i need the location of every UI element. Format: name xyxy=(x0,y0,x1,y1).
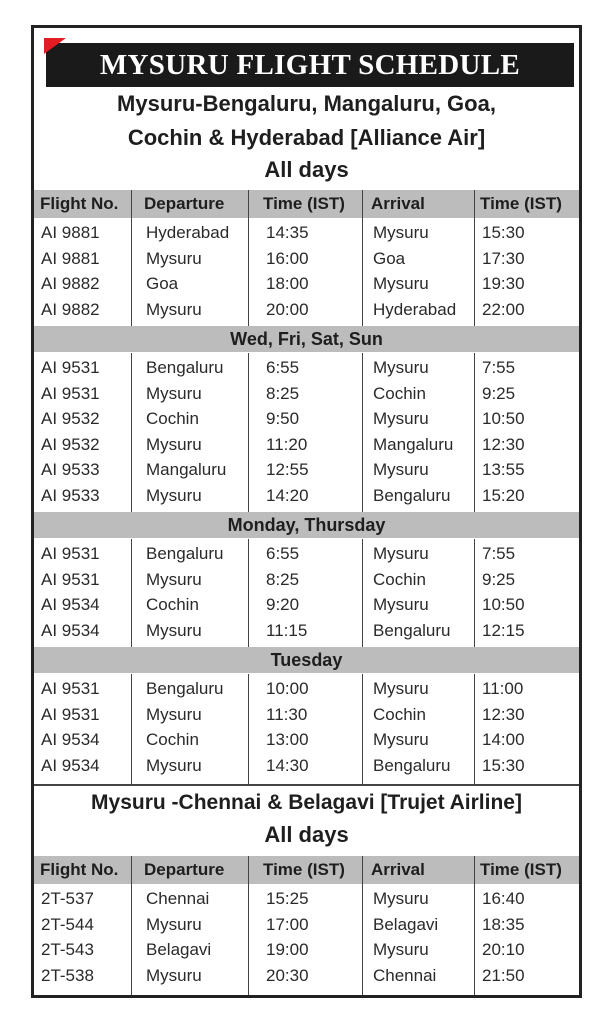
flight-number: AI 9534 xyxy=(41,620,100,640)
flight-number: AI 9882 xyxy=(41,274,100,293)
table-row xyxy=(34,272,579,298)
column-divider xyxy=(474,539,475,647)
departure-city: Mysuru xyxy=(146,299,202,319)
arrival-city: Mysuru xyxy=(373,409,429,428)
departure-city: Mysuru xyxy=(146,569,202,589)
arrival-city: Goa xyxy=(373,248,406,268)
departure-time: 9:20 xyxy=(266,595,300,614)
day-group-label: Wed, Fri, Sat, Sun xyxy=(34,326,579,352)
section-divider xyxy=(34,784,579,786)
table-row xyxy=(34,887,579,913)
flight-number: AI 9531 xyxy=(41,358,100,377)
column-divider xyxy=(131,218,132,326)
departure-city: Cochin xyxy=(146,595,199,614)
table-header-row xyxy=(34,856,579,884)
arrival-time: 12:30 xyxy=(482,434,525,454)
arrival-time: 12:15 xyxy=(482,620,525,640)
column-divider xyxy=(248,353,249,512)
table-row xyxy=(34,407,579,433)
departure-time: 20:30 xyxy=(266,965,309,985)
flight-number: AI 9534 xyxy=(41,595,100,614)
departure-time: 16:00 xyxy=(266,248,309,268)
arrival-city: Bengaluru xyxy=(373,755,451,775)
flight-number: AI 9534 xyxy=(41,755,100,775)
arrival-time: 7:55 xyxy=(482,358,516,377)
column-divider xyxy=(131,353,132,512)
arrival-time: 13:55 xyxy=(482,460,525,479)
departure-time: 11:20 xyxy=(266,434,308,454)
departure-time: 18:00 xyxy=(266,274,309,293)
arrival-time: 16:40 xyxy=(482,889,525,908)
flight-number: AI 9881 xyxy=(41,223,100,242)
departure-time: 20:00 xyxy=(266,299,309,319)
flight-number: AI 9531 xyxy=(41,569,100,589)
section1-heading-line1: Mysuru-Bengaluru, Mangaluru, Goa, xyxy=(117,91,496,116)
column-header: Departure xyxy=(144,860,225,879)
table-row xyxy=(34,382,579,408)
departure-time: 12:55 xyxy=(266,460,309,479)
table-row xyxy=(34,703,579,729)
section2-heading: Mysuru -Chennai & Belagavi [Trujet Airline] xyxy=(91,791,522,814)
column-divider xyxy=(248,539,249,647)
flight-number: AI 9532 xyxy=(41,409,100,428)
flight-number: AI 9533 xyxy=(41,460,100,479)
table-row xyxy=(34,754,579,780)
column-divider xyxy=(248,218,249,326)
departure-city: Mysuru xyxy=(146,755,202,775)
day-group-label: Tuesday xyxy=(34,647,579,673)
departure-city: Cochin xyxy=(146,730,199,749)
table-header-row xyxy=(34,190,579,218)
column-divider xyxy=(131,674,132,784)
departure-city: Mysuru xyxy=(146,248,202,268)
arrival-city: Mysuru xyxy=(373,889,429,908)
table-row xyxy=(34,964,579,990)
arrival-time: 12:30 xyxy=(482,704,525,724)
table-row xyxy=(34,221,579,247)
arrival-time: 15:30 xyxy=(482,223,525,242)
departure-time: 13:00 xyxy=(266,730,309,749)
flight-number: AI 9531 xyxy=(41,544,100,563)
section1-heading-line2: Cochin & Hyderabad [Alliance Air] xyxy=(127,125,486,150)
title-banner xyxy=(46,43,574,87)
table-row xyxy=(34,568,579,594)
red-corner-accent-icon xyxy=(44,38,66,54)
departure-city: Bengaluru xyxy=(146,544,224,563)
arrival-time: 20:10 xyxy=(482,940,525,959)
departure-city: Mysuru xyxy=(146,620,202,640)
column-header: Arrival xyxy=(371,194,425,213)
departure-city: Mangaluru xyxy=(146,460,227,479)
departure-time: 9:50 xyxy=(266,409,300,428)
column-header: Time (IST) xyxy=(480,194,562,213)
flight-number: 2T-544 xyxy=(41,914,94,934)
departure-city: Goa xyxy=(146,274,179,293)
flight-number: AI 9881 xyxy=(41,248,100,268)
departure-time: 14:30 xyxy=(266,755,309,775)
column-header: Flight No. xyxy=(40,194,119,213)
arrival-time: 17:30 xyxy=(482,248,525,268)
page-title: MYSURU FLIGHT SCHEDULE xyxy=(99,48,521,81)
day-group-label: Monday, Thursday xyxy=(34,512,579,538)
column-header: Time (IST) xyxy=(480,860,562,879)
section2-days: All days xyxy=(264,822,349,847)
column-divider xyxy=(362,674,363,784)
arrival-time: 10:50 xyxy=(482,409,525,428)
section1-days: All days xyxy=(264,157,349,182)
departure-city: Bengaluru xyxy=(146,679,224,698)
departure-time: 14:35 xyxy=(266,223,309,242)
arrival-city: Mysuru xyxy=(373,730,429,749)
column-divider xyxy=(362,353,363,512)
column-divider xyxy=(474,674,475,784)
flight-number: AI 9531 xyxy=(41,383,100,403)
arrival-city: Chennai xyxy=(373,965,437,985)
flight-number: AI 9531 xyxy=(41,704,100,724)
arrival-city: Mysuru xyxy=(373,274,429,293)
arrival-time: 14:00 xyxy=(482,730,525,749)
arrival-city: Mysuru xyxy=(373,679,429,698)
arrival-city: Cochin xyxy=(373,704,426,724)
arrival-city: Mysuru xyxy=(373,595,429,614)
departure-time: 8:25 xyxy=(266,383,300,403)
departure-city: Bengaluru xyxy=(146,358,224,377)
arrival-time: 11:00 xyxy=(482,679,524,698)
arrival-city: Mysuru xyxy=(373,358,429,377)
arrival-time: 21:50 xyxy=(482,965,525,985)
departure-city: Mysuru xyxy=(146,485,202,505)
flight-number: AI 9533 xyxy=(41,485,100,505)
table-row xyxy=(34,542,579,568)
departure-city: Mysuru xyxy=(146,383,202,403)
column-header: Departure xyxy=(144,194,225,213)
table-row xyxy=(34,484,579,510)
arrival-city: Hyderabad xyxy=(373,299,457,319)
column-header: Arrival xyxy=(371,860,425,879)
column-divider xyxy=(248,674,249,784)
departure-city: Cochin xyxy=(146,409,199,428)
column-header: Flight No. xyxy=(40,860,119,879)
arrival-city: Mangaluru xyxy=(373,434,454,454)
flight-number: 2T-543 xyxy=(41,940,94,959)
table-row xyxy=(34,913,579,939)
flight-number: 2T-538 xyxy=(41,965,94,985)
arrival-time: 15:20 xyxy=(482,485,525,505)
column-divider xyxy=(248,190,249,218)
table-row xyxy=(34,619,579,645)
arrival-city: Mysuru xyxy=(373,940,429,959)
flight-number: AI 9531 xyxy=(41,679,100,698)
column-header: Time (IST) xyxy=(263,860,345,879)
arrival-time: 15:30 xyxy=(482,755,525,775)
table-row xyxy=(34,677,579,703)
table-row xyxy=(34,938,579,964)
column-divider xyxy=(474,218,475,326)
departure-time: 15:25 xyxy=(266,889,309,908)
departure-city: Mysuru xyxy=(146,434,202,454)
arrival-time: 22:00 xyxy=(482,299,525,319)
departure-city: Mysuru xyxy=(146,965,202,985)
arrival-city: Cochin xyxy=(373,569,426,589)
arrival-time: 10:50 xyxy=(482,595,525,614)
column-divider xyxy=(362,218,363,326)
table-row xyxy=(34,298,579,324)
departure-city: Mysuru xyxy=(146,914,202,934)
table-row xyxy=(34,458,579,484)
flight-number: AI 9532 xyxy=(41,434,100,454)
flight-number: AI 9882 xyxy=(41,299,100,319)
arrival-city: Mysuru xyxy=(373,544,429,563)
column-divider xyxy=(474,190,475,218)
arrival-time: 19:30 xyxy=(482,274,525,293)
column-divider xyxy=(131,190,132,218)
departure-time: 19:00 xyxy=(266,940,309,959)
arrival-city: Belagavi xyxy=(373,914,439,934)
departure-city: Chennai xyxy=(146,889,210,908)
departure-time: 17:00 xyxy=(266,914,309,934)
arrival-time: 18:35 xyxy=(482,914,525,934)
flight-number: AI 9534 xyxy=(41,730,100,749)
arrival-time: 7:55 xyxy=(482,544,516,563)
departure-time: 8:25 xyxy=(266,569,300,589)
departure-time: 14:20 xyxy=(266,485,309,505)
table-row xyxy=(34,356,579,382)
table-row xyxy=(34,593,579,619)
arrival-city: Bengaluru xyxy=(373,620,451,640)
flight-number: 2T-537 xyxy=(41,889,94,908)
arrival-time: 9:25 xyxy=(482,569,516,589)
departure-time: 6:55 xyxy=(266,358,300,377)
column-divider xyxy=(131,539,132,647)
departure-city: Hyderabad xyxy=(146,223,230,242)
departure-time: 11:15 xyxy=(266,620,308,640)
departure-time: 6:55 xyxy=(266,544,300,563)
schedule-frame xyxy=(31,25,582,998)
arrival-city: Bengaluru xyxy=(373,485,451,505)
arrival-city: Mysuru xyxy=(373,460,429,479)
departure-city: Belagavi xyxy=(146,940,212,959)
departure-time: 10:00 xyxy=(266,679,309,698)
column-divider xyxy=(362,539,363,647)
departure-city: Mysuru xyxy=(146,704,202,724)
arrival-time: 9:25 xyxy=(482,383,516,403)
arrival-city: Mysuru xyxy=(373,223,429,242)
column-header: Time (IST) xyxy=(263,194,345,213)
column-divider xyxy=(474,353,475,512)
table-row xyxy=(34,433,579,459)
table-row xyxy=(34,728,579,754)
arrival-city: Cochin xyxy=(373,383,426,403)
departure-time: 11:30 xyxy=(266,704,308,724)
column-divider xyxy=(362,190,363,218)
table-row xyxy=(34,247,579,273)
